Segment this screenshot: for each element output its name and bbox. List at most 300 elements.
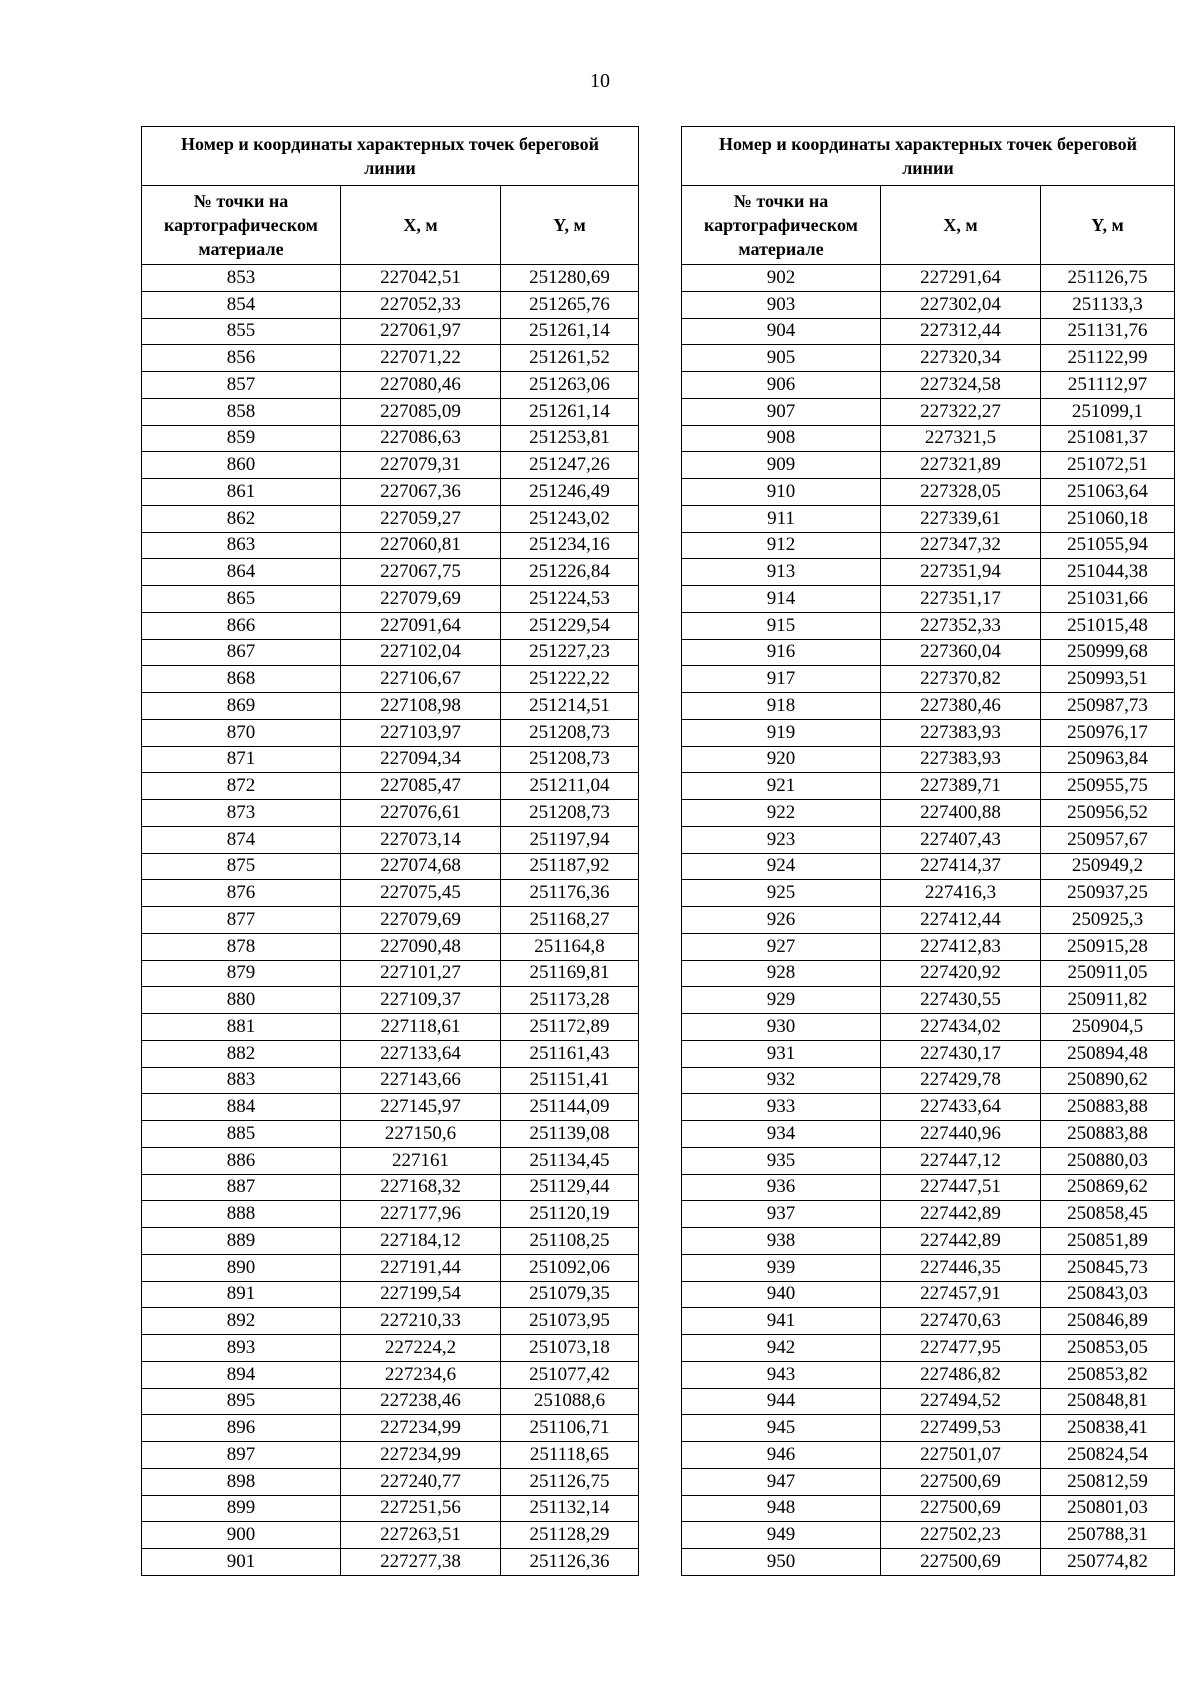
cell-y: 251122,99 [1041, 345, 1175, 372]
cell-point-number: 918 [682, 693, 881, 720]
cell-y: 251151,41 [501, 1067, 639, 1094]
table-row [682, 1522, 1175, 1549]
cell-point-number: 868 [142, 666, 341, 693]
cell-point-number: 912 [682, 532, 881, 559]
cell-y: 251133,3 [1041, 291, 1175, 318]
cell-y: 251077,42 [501, 1361, 639, 1388]
cell-point-number: 901 [142, 1549, 341, 1576]
cell-x: 227109,37 [341, 987, 501, 1014]
cell-y: 250883,88 [1041, 1094, 1175, 1121]
cell-x: 227407,43 [881, 826, 1041, 853]
cell-point-number: 900 [142, 1522, 341, 1549]
cell-x: 227414,37 [881, 853, 1041, 880]
cell-x: 227224,2 [341, 1335, 501, 1362]
table-row [142, 291, 639, 318]
table-row [682, 907, 1175, 934]
table-row [142, 345, 639, 372]
cell-x: 227477,95 [881, 1335, 1041, 1362]
cell-point-number: 939 [682, 1254, 881, 1281]
table-row [682, 693, 1175, 720]
cell-point-number: 922 [682, 800, 881, 827]
table-row [682, 1147, 1175, 1174]
table-row [142, 1228, 639, 1255]
cell-x: 227412,83 [881, 933, 1041, 960]
cell-x: 227059,27 [341, 505, 501, 532]
cell-x: 227067,36 [341, 479, 501, 506]
table-row [142, 693, 639, 720]
cell-x: 227430,55 [881, 987, 1041, 1014]
table-row [142, 880, 639, 907]
cell-point-number: 861 [142, 479, 341, 506]
cell-x: 227079,69 [341, 907, 501, 934]
table-row [682, 1442, 1175, 1469]
table-row [142, 1308, 639, 1335]
cell-x: 227312,44 [881, 318, 1041, 345]
cell-point-number: 885 [142, 1121, 341, 1148]
cell-y: 250911,05 [1041, 960, 1175, 987]
cell-x: 227133,64 [341, 1040, 501, 1067]
cell-point-number: 895 [142, 1388, 341, 1415]
cell-point-number: 910 [682, 479, 881, 506]
cell-point-number: 946 [682, 1442, 881, 1469]
cell-y: 251253,81 [501, 425, 639, 452]
cell-point-number: 886 [142, 1147, 341, 1174]
cell-x: 227118,61 [341, 1014, 501, 1041]
cell-y: 251208,73 [501, 746, 639, 773]
cell-x: 227447,12 [881, 1147, 1041, 1174]
cell-x: 227061,97 [341, 318, 501, 345]
cell-y: 250925,3 [1041, 907, 1175, 934]
cell-point-number: 909 [682, 452, 881, 479]
cell-point-number: 943 [682, 1361, 881, 1388]
cell-point-number: 877 [142, 907, 341, 934]
cell-y: 251106,71 [501, 1415, 639, 1442]
cell-y: 250869,62 [1041, 1174, 1175, 1201]
cell-x: 227502,23 [881, 1522, 1041, 1549]
table-row [682, 505, 1175, 532]
cell-point-number: 857 [142, 372, 341, 399]
column-header-point-number: № точки на картографическом материале [142, 186, 341, 265]
table-row [142, 318, 639, 345]
cell-point-number: 863 [142, 532, 341, 559]
coordinates-table-left [141, 126, 639, 1576]
cell-y: 251126,36 [501, 1549, 639, 1576]
cell-point-number: 924 [682, 853, 881, 880]
cell-y: 251108,25 [501, 1228, 639, 1255]
table-row [682, 265, 1175, 292]
cell-y: 251081,37 [1041, 425, 1175, 452]
cell-point-number: 935 [682, 1147, 881, 1174]
cell-y: 251044,38 [1041, 559, 1175, 586]
cell-y: 251261,14 [501, 398, 639, 425]
cell-y: 251060,18 [1041, 505, 1175, 532]
cell-y: 250848,81 [1041, 1388, 1175, 1415]
cell-y: 251073,95 [501, 1308, 639, 1335]
table-row [142, 1121, 639, 1148]
table-row [142, 1522, 639, 1549]
cell-x: 227177,96 [341, 1201, 501, 1228]
cell-point-number: 902 [682, 265, 881, 292]
cell-y: 250845,73 [1041, 1254, 1175, 1281]
cell-point-number: 866 [142, 612, 341, 639]
table-row [142, 1335, 639, 1362]
cell-point-number: 945 [682, 1415, 881, 1442]
cell-x: 227184,12 [341, 1228, 501, 1255]
table-row [142, 505, 639, 532]
table-row [682, 1415, 1175, 1442]
table-row [682, 933, 1175, 960]
table-row [142, 1442, 639, 1469]
table-row [682, 1121, 1175, 1148]
cell-x: 227400,88 [881, 800, 1041, 827]
table-row [682, 1228, 1175, 1255]
cell-y: 250955,75 [1041, 773, 1175, 800]
cell-x: 227486,82 [881, 1361, 1041, 1388]
cell-x: 227094,34 [341, 746, 501, 773]
cell-y: 251187,92 [501, 853, 639, 880]
table-row [142, 987, 639, 1014]
cell-x: 227060,81 [341, 532, 501, 559]
table-row [682, 345, 1175, 372]
cell-x: 227446,35 [881, 1254, 1041, 1281]
cell-point-number: 879 [142, 960, 341, 987]
cell-point-number: 865 [142, 586, 341, 613]
cell-point-number: 905 [682, 345, 881, 372]
table-row [142, 1468, 639, 1495]
cell-x: 227383,93 [881, 746, 1041, 773]
cell-y: 251208,73 [501, 800, 639, 827]
cell-point-number: 855 [142, 318, 341, 345]
cell-point-number: 881 [142, 1014, 341, 1041]
table-row [682, 800, 1175, 827]
table-row [682, 318, 1175, 345]
cell-point-number: 919 [682, 719, 881, 746]
cell-point-number: 872 [142, 773, 341, 800]
cell-x: 227440,96 [881, 1121, 1041, 1148]
cell-x: 227277,38 [341, 1549, 501, 1576]
cell-point-number: 921 [682, 773, 881, 800]
cell-point-number: 883 [142, 1067, 341, 1094]
cell-y: 251280,69 [501, 265, 639, 292]
table-row [142, 853, 639, 880]
cell-point-number: 896 [142, 1415, 341, 1442]
cell-point-number: 941 [682, 1308, 881, 1335]
table-row [142, 425, 639, 452]
cell-point-number: 871 [142, 746, 341, 773]
cell-point-number: 864 [142, 559, 341, 586]
cell-y: 251247,26 [501, 452, 639, 479]
cell-y: 251063,64 [1041, 479, 1175, 506]
cell-point-number: 937 [682, 1201, 881, 1228]
cell-x: 227086,63 [341, 425, 501, 452]
cell-point-number: 878 [142, 933, 341, 960]
cell-point-number: 947 [682, 1468, 881, 1495]
cell-x: 227321,89 [881, 452, 1041, 479]
cell-point-number: 887 [142, 1174, 341, 1201]
cell-y: 251099,1 [1041, 398, 1175, 425]
cell-point-number: 926 [682, 907, 881, 934]
cell-x: 227380,46 [881, 693, 1041, 720]
cell-point-number: 942 [682, 1335, 881, 1362]
cell-point-number: 936 [682, 1174, 881, 1201]
cell-x: 227079,69 [341, 586, 501, 613]
cell-x: 227351,94 [881, 559, 1041, 586]
cell-point-number: 929 [682, 987, 881, 1014]
table-row [142, 1549, 639, 1576]
cell-y: 251120,19 [501, 1201, 639, 1228]
cell-x: 227103,97 [341, 719, 501, 746]
table-row [142, 1147, 639, 1174]
cell-point-number: 892 [142, 1308, 341, 1335]
cell-y: 250851,89 [1041, 1228, 1175, 1255]
cell-y: 251055,94 [1041, 532, 1175, 559]
table-row [142, 532, 639, 559]
table-row [682, 1254, 1175, 1281]
cell-x: 227079,31 [341, 452, 501, 479]
cell-x: 227416,3 [881, 880, 1041, 907]
table-row [682, 1549, 1175, 1576]
cell-point-number: 869 [142, 693, 341, 720]
table-row [682, 452, 1175, 479]
page-number: 10 [590, 70, 610, 92]
cell-y: 250993,51 [1041, 666, 1175, 693]
cell-x: 227234,99 [341, 1415, 501, 1442]
table-row [682, 1094, 1175, 1121]
cell-point-number: 925 [682, 880, 881, 907]
cell-x: 227080,46 [341, 372, 501, 399]
table-row [682, 719, 1175, 746]
cell-y: 250904,5 [1041, 1014, 1175, 1041]
cell-y: 251197,94 [501, 826, 639, 853]
cell-x: 227076,61 [341, 800, 501, 827]
cell-y: 251161,43 [501, 1040, 639, 1067]
cell-y: 251015,48 [1041, 612, 1175, 639]
cell-point-number: 908 [682, 425, 881, 452]
table-row [682, 291, 1175, 318]
table-row [142, 1174, 639, 1201]
cell-y: 251132,14 [501, 1495, 639, 1522]
cell-x: 227347,32 [881, 532, 1041, 559]
cell-point-number: 897 [142, 1442, 341, 1469]
table-row [142, 586, 639, 613]
cell-point-number: 893 [142, 1335, 341, 1362]
cell-y: 251243,02 [501, 505, 639, 532]
cell-x: 227075,45 [341, 880, 501, 907]
cell-x: 227324,58 [881, 372, 1041, 399]
cell-point-number: 899 [142, 1495, 341, 1522]
cell-y: 251112,97 [1041, 372, 1175, 399]
table-row [682, 1281, 1175, 1308]
table-row [142, 1361, 639, 1388]
cell-x: 227240,77 [341, 1468, 501, 1495]
cell-x: 227263,51 [341, 1522, 501, 1549]
cell-point-number: 949 [682, 1522, 881, 1549]
cell-point-number: 889 [142, 1228, 341, 1255]
cell-x: 227383,93 [881, 719, 1041, 746]
cell-x: 227360,04 [881, 639, 1041, 666]
cell-x: 227090,48 [341, 933, 501, 960]
cell-y: 251173,28 [501, 987, 639, 1014]
cell-point-number: 930 [682, 1014, 881, 1041]
cell-y: 250894,48 [1041, 1040, 1175, 1067]
cell-x: 227442,89 [881, 1201, 1041, 1228]
cell-y: 251072,51 [1041, 452, 1175, 479]
cell-y: 251234,16 [501, 532, 639, 559]
cell-y: 250812,59 [1041, 1468, 1175, 1495]
cell-point-number: 870 [142, 719, 341, 746]
cell-y: 250853,82 [1041, 1361, 1175, 1388]
table-row [682, 1335, 1175, 1362]
table-row [682, 1174, 1175, 1201]
cell-x: 227191,44 [341, 1254, 501, 1281]
cell-y: 251246,49 [501, 479, 639, 506]
cell-x: 227494,52 [881, 1388, 1041, 1415]
cell-x: 227500,69 [881, 1549, 1041, 1576]
table-row [682, 853, 1175, 880]
cell-x: 227042,51 [341, 265, 501, 292]
table-row [682, 612, 1175, 639]
cell-x: 227500,69 [881, 1468, 1041, 1495]
cell-point-number: 853 [142, 265, 341, 292]
table-row [142, 1281, 639, 1308]
cell-x: 227143,66 [341, 1067, 501, 1094]
table-row [142, 719, 639, 746]
cell-point-number: 858 [142, 398, 341, 425]
cell-y: 250883,88 [1041, 1121, 1175, 1148]
cell-x: 227429,78 [881, 1067, 1041, 1094]
cell-point-number: 903 [682, 291, 881, 318]
table-row [142, 1254, 639, 1281]
cell-point-number: 880 [142, 987, 341, 1014]
cell-x: 227370,82 [881, 666, 1041, 693]
table-row [142, 452, 639, 479]
cell-point-number: 917 [682, 666, 881, 693]
cell-x: 227085,09 [341, 398, 501, 425]
cell-point-number: 915 [682, 612, 881, 639]
cell-x: 227052,33 [341, 291, 501, 318]
cell-y: 250843,03 [1041, 1281, 1175, 1308]
cell-y: 251263,06 [501, 372, 639, 399]
cell-point-number: 940 [682, 1281, 881, 1308]
cell-point-number: 854 [142, 291, 341, 318]
table-row [682, 666, 1175, 693]
cell-point-number: 876 [142, 880, 341, 907]
cell-point-number: 867 [142, 639, 341, 666]
cell-point-number: 932 [682, 1067, 881, 1094]
cell-y: 250824,54 [1041, 1442, 1175, 1469]
cell-x: 227234,6 [341, 1361, 501, 1388]
table-row [682, 1201, 1175, 1228]
table-row [682, 960, 1175, 987]
table-row [682, 639, 1175, 666]
cell-y: 250774,82 [1041, 1549, 1175, 1576]
cell-y: 251222,22 [501, 666, 639, 693]
cell-x: 227389,71 [881, 773, 1041, 800]
cell-point-number: 911 [682, 505, 881, 532]
table-row [682, 746, 1175, 773]
cell-x: 227420,92 [881, 960, 1041, 987]
cell-x: 227091,64 [341, 612, 501, 639]
cell-point-number: 938 [682, 1228, 881, 1255]
cell-y: 251126,75 [1041, 265, 1175, 292]
cell-point-number: 916 [682, 639, 881, 666]
cell-y: 251168,27 [501, 907, 639, 934]
cell-x: 227322,27 [881, 398, 1041, 425]
cell-y: 250911,82 [1041, 987, 1175, 1014]
cell-y: 251172,89 [501, 1014, 639, 1041]
cell-y: 250846,89 [1041, 1308, 1175, 1335]
cell-x: 227339,61 [881, 505, 1041, 532]
cell-x: 227442,89 [881, 1228, 1041, 1255]
cell-y: 250915,28 [1041, 933, 1175, 960]
cell-x: 227328,05 [881, 479, 1041, 506]
cell-point-number: 882 [142, 1040, 341, 1067]
cell-point-number: 927 [682, 933, 881, 960]
table-row [682, 1495, 1175, 1522]
table-row [142, 933, 639, 960]
cell-y: 251126,75 [501, 1468, 639, 1495]
cell-y: 251129,44 [501, 1174, 639, 1201]
cell-point-number: 907 [682, 398, 881, 425]
table-row [682, 1388, 1175, 1415]
table-row [142, 826, 639, 853]
table-row [142, 1415, 639, 1442]
column-header-point-number: № точки на картографическом материале [682, 186, 881, 265]
cell-y: 251227,23 [501, 639, 639, 666]
cell-point-number: 931 [682, 1040, 881, 1067]
cell-y: 251139,08 [501, 1121, 639, 1148]
cell-y: 251079,35 [501, 1281, 639, 1308]
cell-point-number: 914 [682, 586, 881, 613]
table-row [682, 586, 1175, 613]
table-row [142, 1388, 639, 1415]
cell-point-number: 884 [142, 1094, 341, 1121]
column-header-y: Y, м [1041, 186, 1175, 265]
table-row [682, 1468, 1175, 1495]
table-row [682, 372, 1175, 399]
cell-point-number: 944 [682, 1388, 881, 1415]
table-row [142, 1094, 639, 1121]
table-body [682, 265, 1175, 1576]
cell-point-number: 934 [682, 1121, 881, 1148]
cell-y: 250963,84 [1041, 746, 1175, 773]
table-group-header: Номер и координаты характерных точек береговой линии [682, 127, 1175, 186]
cell-y: 251261,14 [501, 318, 639, 345]
cell-point-number: 948 [682, 1495, 881, 1522]
cell-point-number: 920 [682, 746, 881, 773]
column-header-x: X, м [341, 186, 501, 265]
cell-y: 250999,68 [1041, 639, 1175, 666]
table-row [142, 398, 639, 425]
table-row [682, 1308, 1175, 1335]
cell-x: 227291,64 [881, 265, 1041, 292]
cell-point-number: 923 [682, 826, 881, 853]
table-row [142, 1014, 639, 1041]
cell-point-number: 859 [142, 425, 341, 452]
cell-x: 227145,97 [341, 1094, 501, 1121]
cell-point-number: 875 [142, 853, 341, 880]
cell-y: 251224,53 [501, 586, 639, 613]
table-row [682, 1067, 1175, 1094]
table-row [142, 372, 639, 399]
table-row [142, 773, 639, 800]
cell-y: 251131,76 [1041, 318, 1175, 345]
cell-y: 251214,51 [501, 693, 639, 720]
cell-y: 251118,65 [501, 1442, 639, 1469]
table-row [682, 987, 1175, 1014]
table-row [142, 666, 639, 693]
cell-x: 227238,46 [341, 1388, 501, 1415]
